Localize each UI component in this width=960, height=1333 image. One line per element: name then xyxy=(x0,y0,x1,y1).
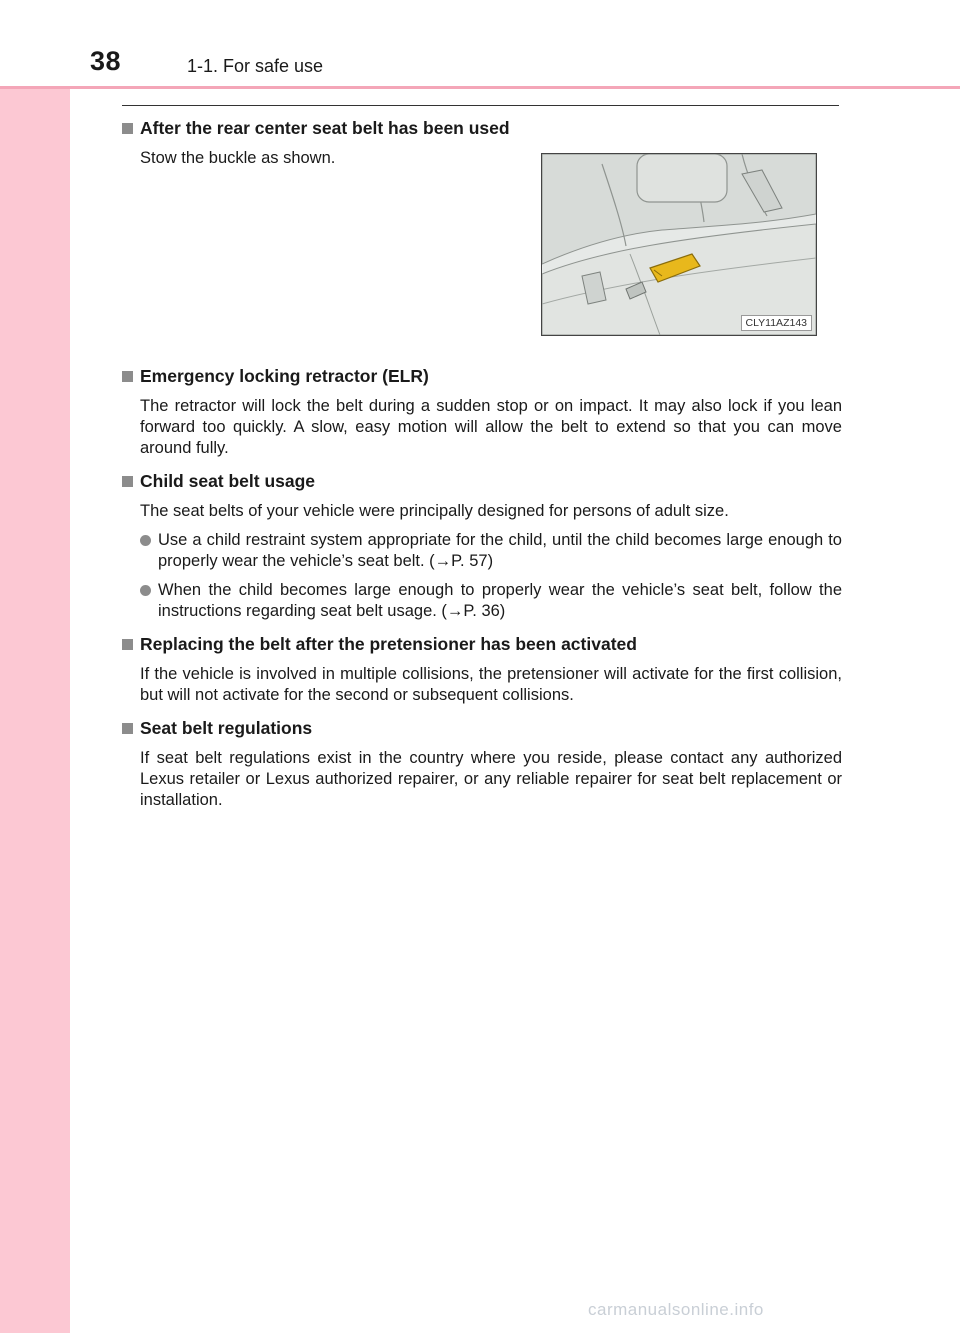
section-title: 1-1. For safe use xyxy=(187,56,324,76)
seat-illustration-svg xyxy=(542,154,816,335)
section-body: If seat belt regulations exist in the country where you reside, please contact any authorized Lexus retailer or Lexus authorized repairer, or any reliable repairer for seat belt replacement or installation. xyxy=(140,749,842,809)
list-item: Use a child restraint system appropriate for the child, until the child becomes large enough to properly wear the vehicle’s seat belt. (→P. 57) xyxy=(140,530,842,572)
page-number: 38 xyxy=(90,46,122,76)
square-bullet-icon xyxy=(122,476,133,487)
section-heading: Seat belt regulations xyxy=(122,718,842,739)
section-body: Stow the buckle as shown. xyxy=(140,149,336,167)
section-body: If the vehicle is involved in multiple collisions, the pretensioner will activate for the first collision, but will not activate for the second or subsequent collisions. xyxy=(140,665,842,704)
round-bullet-icon xyxy=(140,585,151,596)
list-item: When the child becomes large enough to properly wear the vehicle’s seat belt, follow the instructions regarding seat belt usage. (→P. 36) xyxy=(140,580,842,622)
section-child-seat-belt xyxy=(122,471,842,622)
square-bullet-icon xyxy=(122,639,133,650)
square-bullet-icon xyxy=(122,723,133,734)
side-tab-band xyxy=(0,0,70,1333)
watermark-text: carmanualsonline.info xyxy=(588,1300,764,1319)
round-bullet-icon xyxy=(140,535,151,546)
content-top-rule xyxy=(122,105,839,106)
section-regulations xyxy=(122,718,842,811)
section-elr xyxy=(122,366,842,459)
section-pretensioner xyxy=(122,634,842,706)
section-heading: Emergency locking retractor (ELR) xyxy=(122,366,842,387)
section-body: The seat belts of your vehicle were principally designed for persons of adult size. xyxy=(140,502,729,520)
section-heading: Replacing the belt after the pretensioner has been activated xyxy=(122,634,842,655)
section-body: The retractor will lock the belt during a sudden stop or on impact. It may also lock if you lean forward too quickly. A slow, easy motion will allow the belt to extend so that you can move around fully. xyxy=(140,397,842,457)
page-header xyxy=(0,0,960,88)
figure-code-label: CLY11AZ143 xyxy=(741,315,812,331)
square-bullet-icon xyxy=(122,123,133,134)
section-heading: Child seat belt usage xyxy=(122,471,842,492)
section-heading: After the rear center seat belt has been used xyxy=(122,118,842,139)
rear-seat-buckle-illustration xyxy=(541,153,817,336)
header-divider xyxy=(0,86,960,89)
square-bullet-icon xyxy=(122,371,133,382)
